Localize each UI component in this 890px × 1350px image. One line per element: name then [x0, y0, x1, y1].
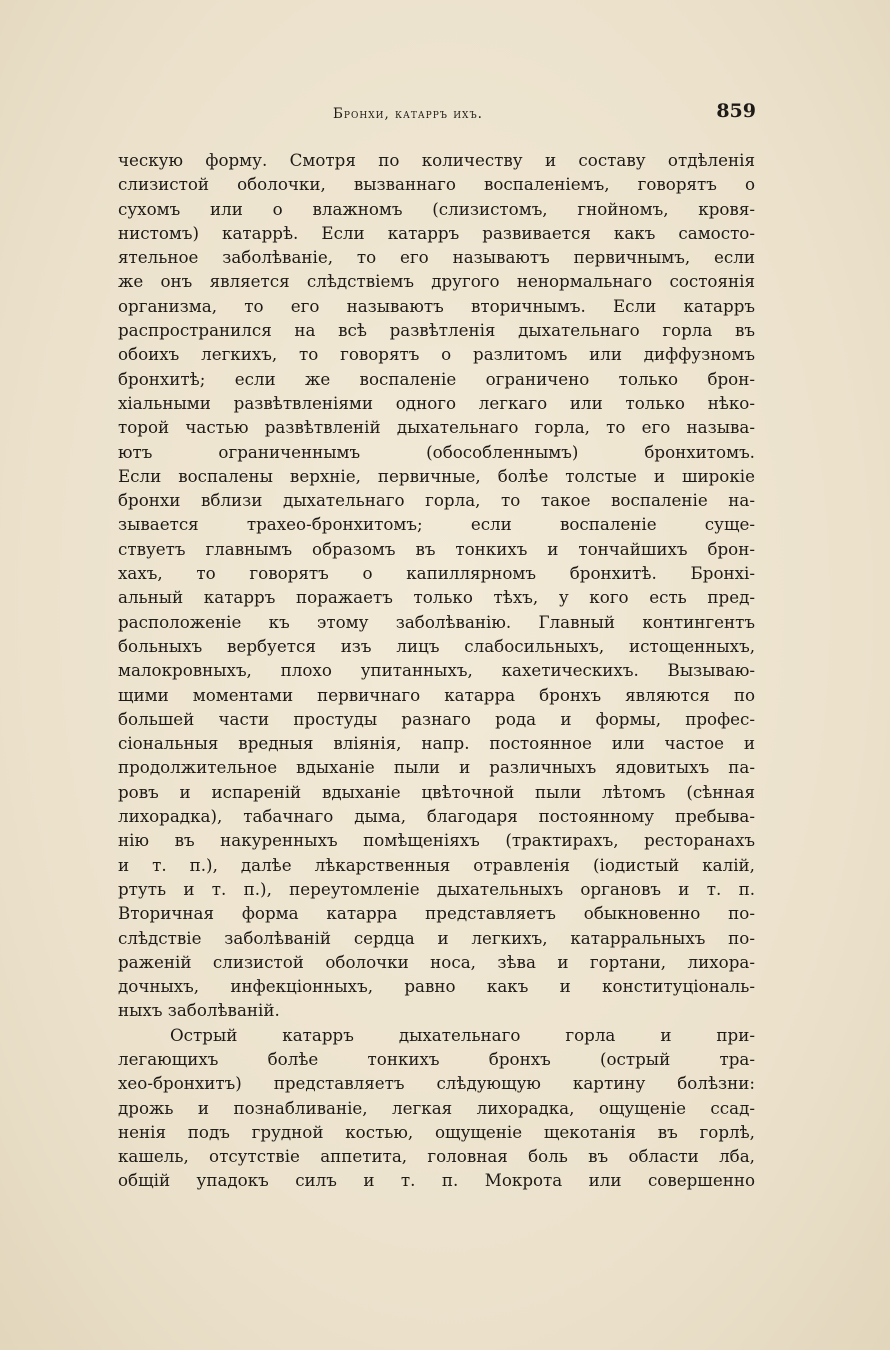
- text-line: торой частью развѣтвленій дыхательнаго горла, то его называ-: [118, 417, 755, 438]
- text-line: организма, то его называютъ вторичнымъ. Если катарръ: [118, 295, 755, 316]
- text-line: ческую форму. Смотря по количеству и составу отдѣленія: [118, 150, 755, 170]
- running-title: Бронхи, катарръ ихъ.: [333, 106, 483, 122]
- text-line: альный катарръ поражаетъ только тѣхъ, у кого есть пред-: [118, 587, 755, 608]
- text-line: кашель, отсутствіе аппетита, головная боль въ области лба,: [118, 1146, 755, 1167]
- text-line: больныхъ вербуется изъ лицъ слабосильныхъ, истощенныхъ,: [118, 635, 755, 656]
- text-line: Вторичная форма катарра представляетъ обыкновенно по-: [118, 903, 755, 924]
- text-line: Острый катарръ дыхательнаго горла и при-: [170, 1024, 755, 1045]
- text-line: хео-бронхитъ) представляетъ слѣдующую картину болѣзни:: [118, 1073, 755, 1094]
- text-line: сухомъ или о влажномъ (слизистомъ, гнойномъ, кровя-: [118, 198, 755, 219]
- text-line: сіональныя вредныя вліянія, напр. постоянное или частое и: [118, 733, 755, 754]
- text-line: же онъ является слѣдствіемъ другого ненормальнаго состоянія: [118, 271, 755, 292]
- text-line: ртуть и т. п.), переутомленіе дыхательныхъ органовъ и т. п.: [118, 878, 755, 899]
- text-line: обоихъ легкихъ, то говорятъ о разлитомъ или диффузномъ: [118, 344, 755, 365]
- text-line: общій упадокъ силъ и т. п. Мокрота или совершенно: [118, 1170, 755, 1191]
- text-line: нію въ накуренныхъ помѣщеніяхъ (трактирахъ, ресторанахъ: [118, 830, 755, 851]
- text-line: продолжительное вдыханіе пыли и различныхъ ядовитыхъ па-: [118, 757, 755, 778]
- text-line: дочныхъ, инфекціонныхъ, равно какъ и конституціональ-: [118, 976, 755, 997]
- text-line: бронхи вблизи дыхательнаго горла, то такое воспаленіе на-: [118, 490, 755, 511]
- text-line: хахъ, то говорятъ о капиллярномъ бронхитѣ. Бронхі-: [118, 563, 755, 584]
- text-line: ютъ ограниченнымъ (обособленнымъ) бронхитомъ.: [118, 441, 755, 462]
- text-line: ныхъ заболѣваній.: [118, 1000, 280, 1021]
- text-line: распространился на всѣ развѣтленія дыхательнаго горла въ: [118, 320, 755, 341]
- text-line: ятельное заболѣваніе, то его называютъ первичнымъ, если: [118, 247, 755, 268]
- text-line: ненія подъ грудной костью, ощущеніе щекотанія въ горлѣ,: [118, 1121, 755, 1142]
- text-line: слѣдствіе заболѣваній сердца и легкихъ, катарральныхъ по-: [118, 927, 755, 948]
- text-line: щими моментами первичнаго катарра бронхъ являются по: [118, 684, 755, 705]
- text-line: нистомъ) катаррѣ. Если катарръ развивается какъ самосто-: [118, 222, 755, 243]
- body-text: [118, 148, 755, 1193]
- page-header: [118, 100, 758, 130]
- text-line: зывается трахео-бронхитомъ; если воспаленіе суще-: [118, 514, 755, 535]
- text-line: раженій слизистой оболочки носа, зѣва и гортани, лихора-: [118, 951, 755, 972]
- text-line: большей части простуды разнаго рода и формы, профес-: [118, 708, 755, 729]
- text-line: бронхитѣ; если же воспаленіе ограничено только брон-: [118, 368, 755, 389]
- text-line: лихорадка), табачнаго дыма, благодаря постоянному пребыва-: [118, 806, 755, 827]
- text-line: слизистой оболочки, вызваннаго воспаленіемъ, говорятъ о: [118, 174, 755, 195]
- text-line: хіальными развѣтвленіями одного легкаго или только нѣко-: [118, 392, 755, 413]
- text-line: расположеніе къ этому заболѣванію. Главный контингентъ: [118, 611, 755, 632]
- text-line: Если воспалены верхніе, первичные, болѣе толстые и широкіе: [118, 465, 755, 486]
- text-line: легающихъ болѣе тонкихъ бронхъ (острый тра-: [118, 1048, 755, 1069]
- text-line: ровъ и испареній вдыханіе цвѣточной пыли лѣтомъ (сѣнная: [118, 781, 755, 802]
- text-line: дрожь и познабливаніе, легкая лихорадка, ощущеніе ссад-: [118, 1097, 755, 1118]
- text-line: малокровныхъ, плохо упитанныхъ, кахетическихъ. Вызываю-: [118, 660, 755, 681]
- text-line: ствуетъ главнымъ образомъ въ тонкихъ и тончайшихъ брон-: [118, 538, 755, 559]
- text-line: и т. п.), далѣе лѣкарственныя отравленія (іодистый калій,: [118, 854, 755, 875]
- page-number: 859: [716, 100, 756, 122]
